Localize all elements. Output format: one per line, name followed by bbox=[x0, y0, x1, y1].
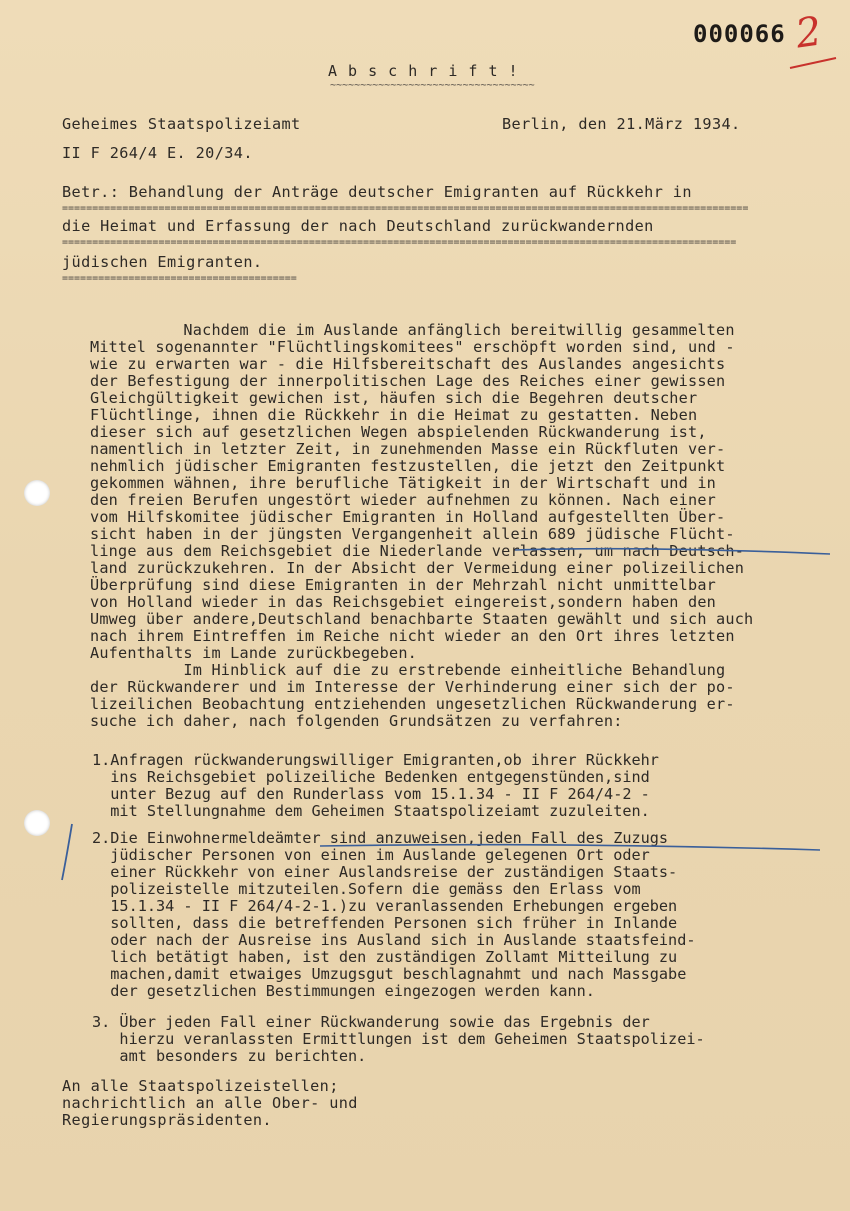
body-line: von Holland wieder in das Reichsgebiet eingereist,sondern haben den bbox=[90, 593, 717, 611]
list-line: lich betätigt haben, ist den zuständigen Zollamt Mitteilung zu bbox=[92, 948, 678, 966]
list-line: 3. Über jeden Fall einer Rückwanderung sowie das Ergebnis der bbox=[92, 1013, 650, 1031]
body-line: sicht haben in der jüngsten Vergangenheit allein 689 jüdische Flücht- bbox=[90, 525, 735, 543]
red-pencil-slash bbox=[790, 58, 836, 68]
list-line: amt besonders zu berichten. bbox=[92, 1047, 367, 1065]
list-line: einer Rückkehr von einer Auslandsreise der zuständigen Staats- bbox=[92, 863, 678, 881]
body-line: lizeilichen Beobachtung entziehenden ungesetzlichen Rückwanderung er- bbox=[90, 695, 735, 713]
blue-pencil-margin-line bbox=[62, 824, 72, 880]
body-line: linge aus dem Reichsgebiet die Niederlande verlassen, um nach Deutsch- bbox=[90, 542, 745, 560]
subject-underline-3: ======================================= bbox=[62, 273, 297, 284]
list-line: der gesetzlichen Bestimmungen eingezogen werden kann. bbox=[92, 982, 595, 1000]
body-line: Im Hinblick auf die zu erstrebende einheitliche Behandlung bbox=[90, 661, 726, 679]
body-line: Umweg über andere,Deutschland benachbarte Staaten gewählt und sich auch bbox=[90, 610, 754, 628]
body-line: wie zu erwarten war - die Hilfsbereitschaft des Auslandes angesichts bbox=[90, 355, 726, 373]
subject-underline-1: ================================================================================================================== bbox=[62, 203, 749, 214]
body-line: dieser sich auf gesetzlichen Wegen abspielenden Rückwanderung ist, bbox=[90, 423, 707, 441]
list-line: polizeistelle mitzuteilen.Sofern die gemäss den Erlass vom bbox=[92, 880, 641, 898]
heading-underline: ~~~~~~~~~~~~~~~~~~~~~~~~~~~~~~~~~~ bbox=[330, 80, 535, 91]
body-line: nach ihrem Eintreffen im Reiche nicht wieder an den Ort ihres letzten bbox=[90, 627, 735, 645]
body-line: der Befestigung der innerpolitischen Lage des Reiches einer gewissen bbox=[90, 372, 726, 390]
list-line: 15.1.34 - II F 264/4-2-1.)zu veranlassenden Erhebungen ergeben bbox=[92, 897, 678, 915]
body-line: Überprüfung sind diese Emigranten in der Mehrzahl nicht unmittelbar bbox=[90, 576, 717, 594]
subject-underline-2: ================================================================================================================ bbox=[62, 237, 737, 248]
sender-office: Geheimes Staatspolizeiamt bbox=[62, 115, 301, 133]
subject-line-1: Betr.: Behandlung der Anträge deutscher Emigranten auf Rückkehr in bbox=[62, 183, 692, 201]
body-line: der Rückwanderer und im Interesse der Verhinderung einer sich der po- bbox=[90, 678, 735, 696]
list-line: unter Bezug auf den Runderlass vom 15.1.34 - II F 264/4-2 - bbox=[92, 785, 650, 803]
list-line: mit Stellungnahme dem Geheimen Staatspolizeiamt zuzuleiten. bbox=[92, 802, 650, 820]
body-line: nehmlich jüdischer Emigranten festzustellen, die jetzt den Zeitpunkt bbox=[90, 457, 726, 475]
handwritten-mark: 2 bbox=[792, 8, 825, 58]
body-line: den freien Berufen ungestört wieder aufnehmen zu können. Nach einer bbox=[90, 491, 717, 509]
blue-pencil-underline-flüchtlinge bbox=[515, 549, 830, 554]
body-line: namentlich in letzter Zeit, in zunehmenden Masse ein Rückfluten ver- bbox=[90, 440, 726, 458]
list-line: 1.Anfragen rückwanderungswilliger Emigranten,ob ihrer Rückkehr bbox=[92, 751, 659, 769]
place-date: Berlin, den 21.März 1934. bbox=[502, 115, 741, 133]
list-line: hierzu veranlassten Ermittlungen ist dem Geheimen Staatspolizei- bbox=[92, 1030, 705, 1048]
body-line: land zurückzukehren. In der Absicht der Vermeidung einer polizeilichen bbox=[90, 559, 745, 577]
recipient-line: Regierungspräsidenten. bbox=[62, 1111, 272, 1129]
body-line: Mittel sogenannter "Flüchtlingskomitees" erschöpft worden sind, und - bbox=[90, 338, 735, 356]
list-line: machen,damit etwaiges Umzugsgut beschlagnahmt und nach Massgabe bbox=[92, 965, 687, 983]
recipient-line: An alle Staatspolizeistellen; bbox=[62, 1077, 339, 1095]
document-heading: A b s c h r i f t ! bbox=[328, 62, 519, 80]
subject-line-3: jüdischen Emigranten. bbox=[62, 253, 263, 271]
list-line: ins Reichsgebiet polizeiliche Bedenken entgegenstünden,sind bbox=[92, 768, 650, 786]
list-line: sollten, dass die betreffenden Personen sich früher in Inlande bbox=[92, 914, 678, 932]
body-line: gekommen wähnen, ihre berufliche Tätigkeit in der Wirtschaft und in bbox=[90, 474, 717, 492]
sender-reference: II F 264/4 E. 20/34. bbox=[62, 144, 253, 162]
archive-number: 000066 bbox=[693, 20, 786, 48]
list-line: 2.Die Einwohnermeldeämter sind anzuweisen,jeden Fall des Zuzugs bbox=[92, 829, 669, 847]
body-line: vom Hilfskomitee jüdischer Emigranten in Holland aufgestellten Über- bbox=[90, 508, 726, 526]
body-line: suche ich daher, nach folgenden Grundsätzen zu verfahren: bbox=[90, 712, 623, 730]
list-line: oder nach der Ausreise ins Ausland sich in Auslande staatsfeind- bbox=[92, 931, 696, 949]
list-line: jüdischer Personen von einen im Auslande gelegenen Ort oder bbox=[92, 846, 650, 864]
subject-line-2: die Heimat und Erfassung der nach Deutschland zurückwandernden bbox=[62, 217, 654, 235]
body-line: Flüchtlinge, ihnen die Rückkehr in die Heimat zu gestatten. Neben bbox=[90, 406, 698, 424]
body-line: Aufenthalts im Lande zurückbegeben. bbox=[90, 644, 418, 662]
blue-pencil-underline-zuzug bbox=[320, 845, 820, 850]
recipient-line: nachrichtlich an alle Ober- und bbox=[62, 1094, 358, 1112]
body-line: Gleichgültigkeit gewichen ist, häufen sich die Begehren deutscher bbox=[90, 389, 698, 407]
body-line: Nachdem die im Auslande anfänglich bereitwillig gesammelten bbox=[90, 321, 735, 339]
